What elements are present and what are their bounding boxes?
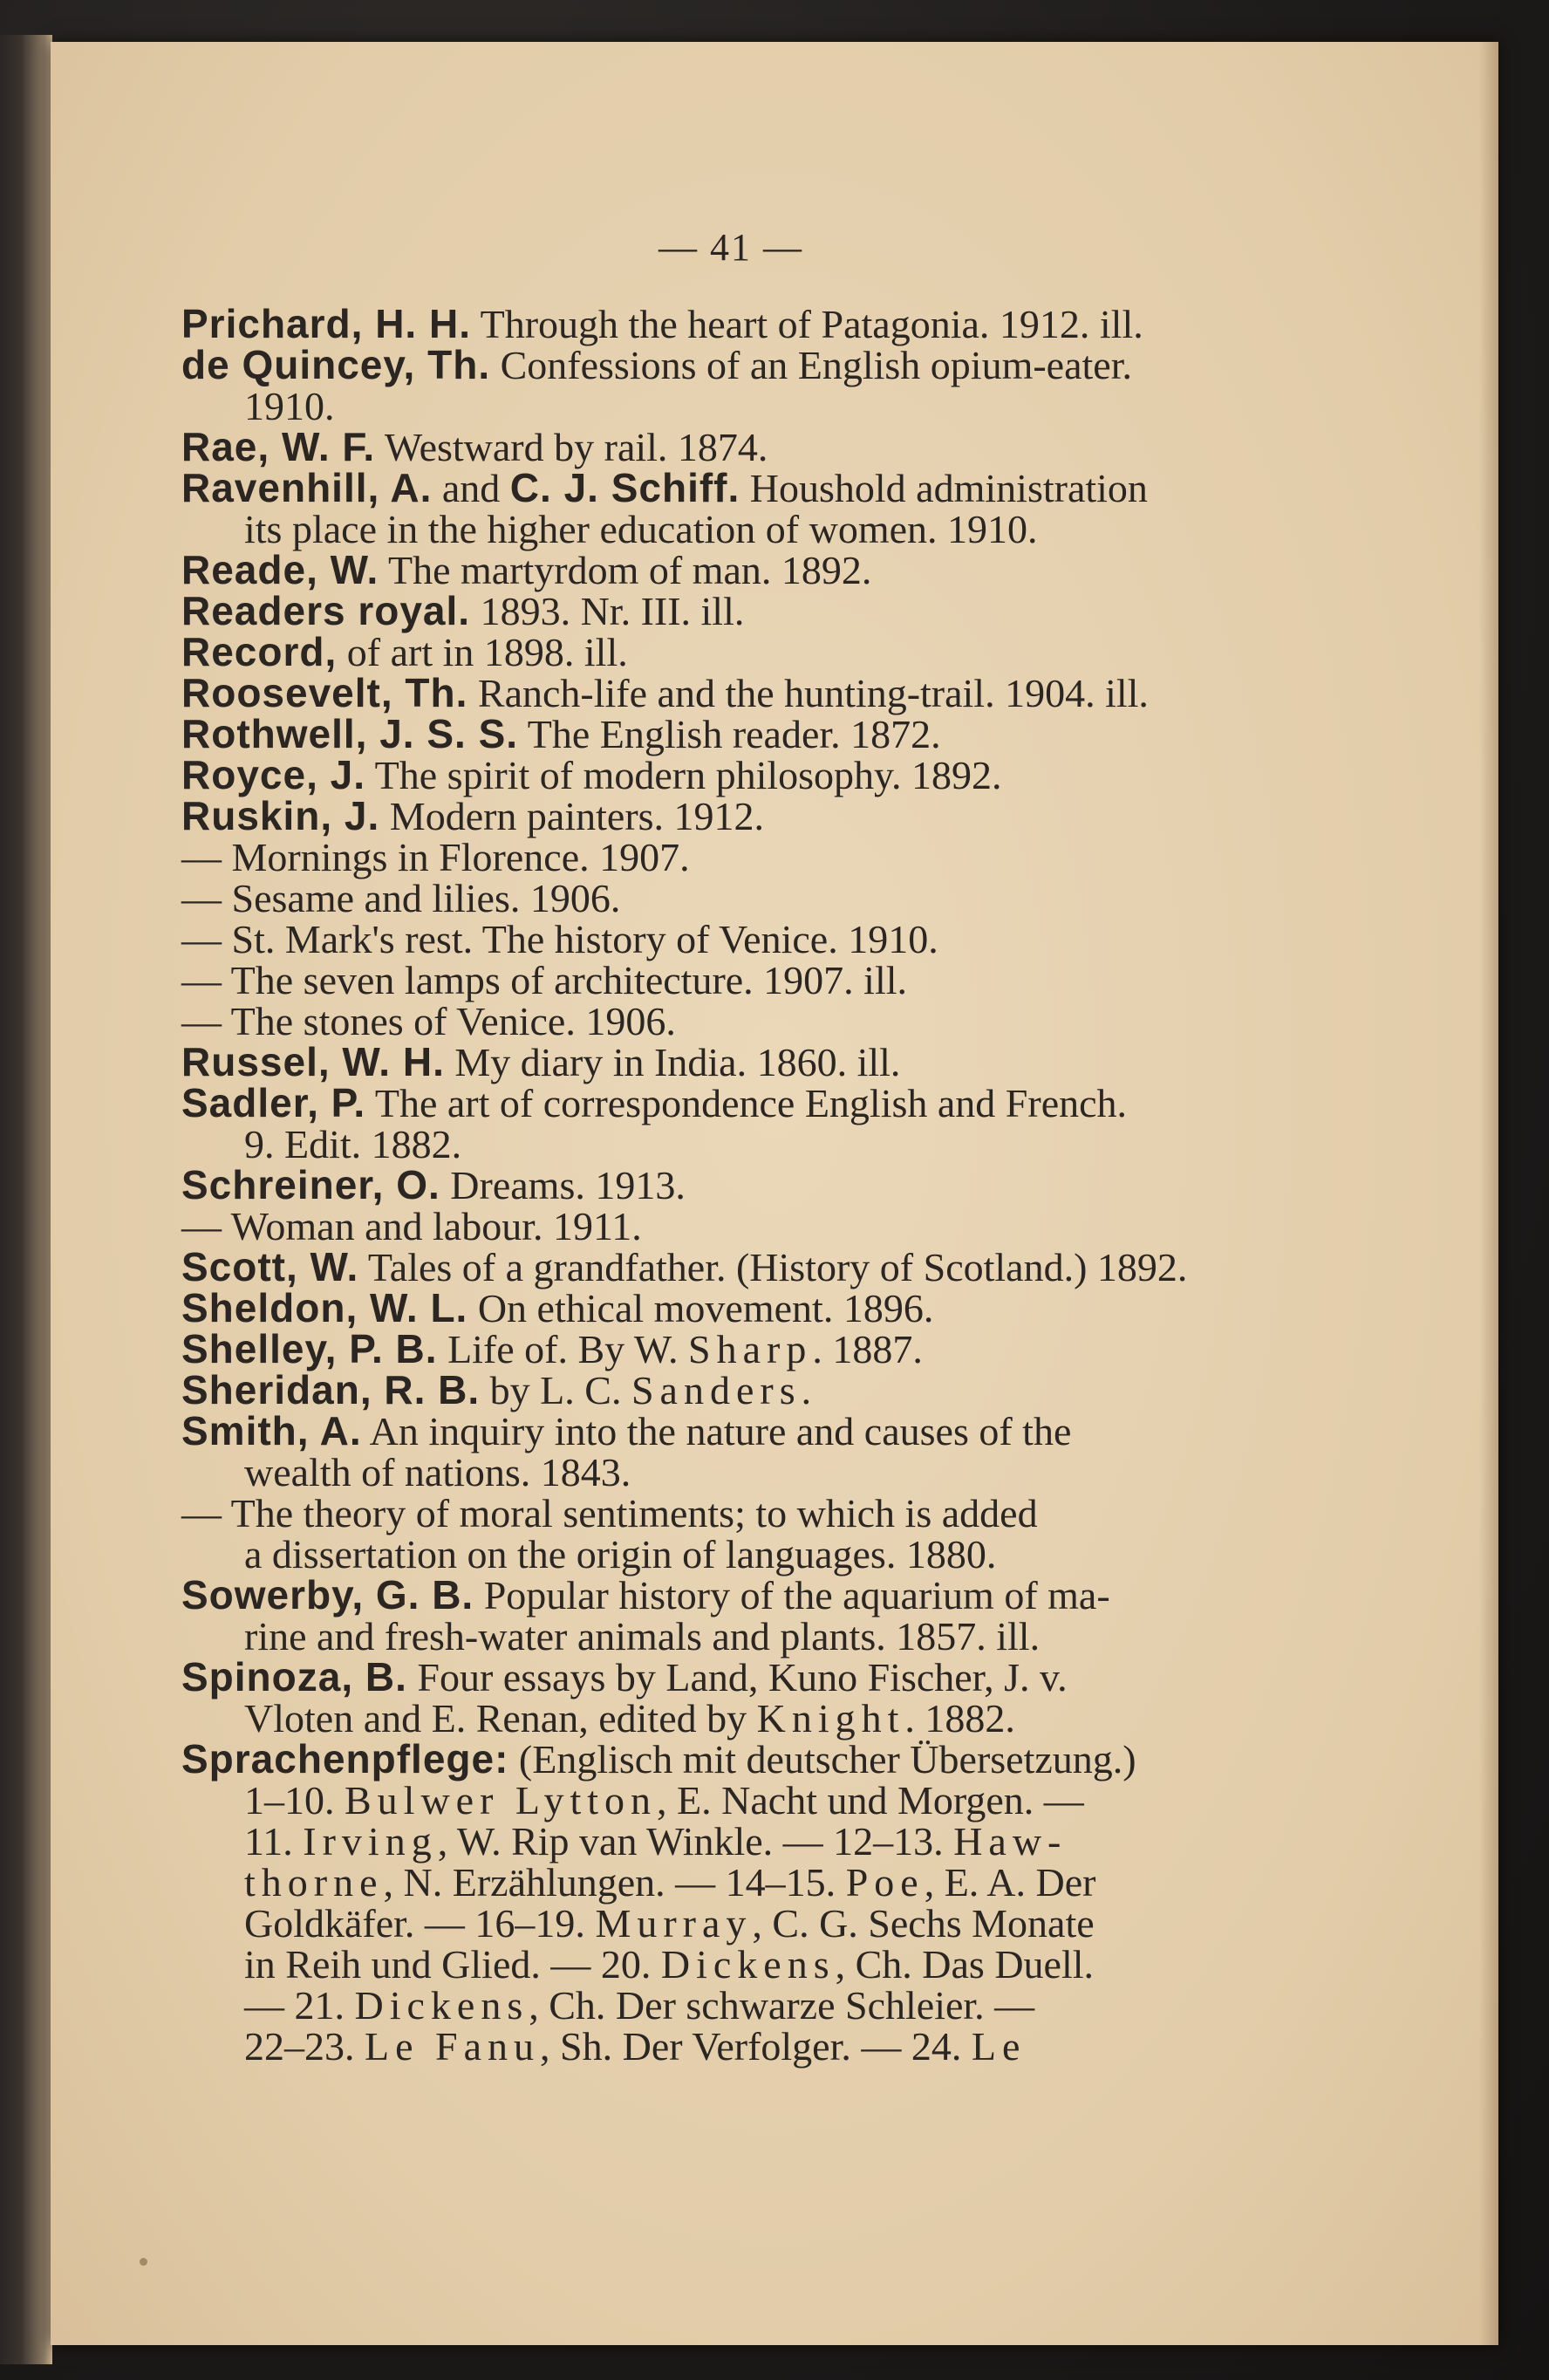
spaced-name: Knight [756,1696,905,1741]
entry-line: Shelley, P. B. Life of. By W. Sharp. 1887. [181,1326,923,1371]
entry-line: 22–23. Le Fanu, Sh. Der Verfolger. — 24. Le [244,2024,1027,2069]
entry-line: Prichard, H. H. Through the heart of Patagonia. 1912. ill. [181,301,1143,346]
entry-line: 9. Edit. 1882. [244,1122,462,1166]
bibliography-entry [181,1080,1359,1166]
bibliography-entry [181,1244,1359,1289]
bibliography-entry [181,793,1359,838]
bibliography-entry [181,1493,1359,1575]
entry-line: Sheldon, W. L. On ethical movement. 1896. [181,1285,934,1330]
entry-line: — The stones of Venice. 1906. [181,999,676,1043]
spaced-name: Sanders [631,1368,802,1412]
entry-line: Roosevelt, Th. Ranch-life and the hunting-trail. 1904. ill. [181,670,1149,715]
entry-line: a dissertation on the origin of languages. 1880. [244,1532,997,1576]
entry-line: — The seven lamps of architecture. 1907. ill. [181,958,908,1002]
bibliography-entry [181,919,1359,960]
entry-line: Sadler, P. The art of correspondence English and French. [181,1080,1128,1125]
author-name: Shelley, P. B. [181,1326,438,1371]
bibliography-entry [181,629,1359,674]
entry-line: Smith, A. An inquiry into the nature and causes of the [181,1408,1072,1453]
entry-line: — St. Mark's rest. The history of Venice. 1910. [181,917,938,961]
spaced-name: Le [971,2024,1027,2069]
author-name: Record, [181,629,338,674]
entry-line: Schreiner, O. Dreams. 1913. [181,1162,686,1207]
bibliography-entry [181,1285,1359,1330]
entry-line: — Mornings in Florence. 1907. [181,835,690,879]
entry-line: Sheridan, R. B. by L. C. Sanders. [181,1367,812,1412]
bibliography-entry [181,752,1359,797]
author-name: Russel, W. H. [181,1039,445,1084]
author-name: C. J. Schiff. [509,465,740,510]
entry-line: wealth of nations. 1843. [244,1450,631,1494]
entry-line: Scott, W. Tales of a grandfather. (History of Scotland.) 1892. [181,1244,1188,1289]
author-name: Sheldon, W. L. [181,1285,468,1330]
bibliography-entry [181,711,1359,756]
author-name: Prichard, H. H. [181,301,471,346]
author-name: Rothwell, J. S. S. [181,711,519,756]
bibliography-entry [181,878,1359,919]
entry-line: de Quincey, Th. Confessions of an English opium-eater. [181,342,1132,387]
entry-line: Rae, W. F. Westward by rail. 1874. [181,424,768,469]
author-name: Scott, W. [181,1244,359,1289]
bibliography-entry [181,837,1359,878]
spaced-name: Bulwer Lytton [345,1778,658,1823]
bibliography-entry [181,670,1359,715]
bibliography-entry [181,1367,1359,1412]
page-edge [1479,42,1498,2345]
entry-line: Royce, J. The spirit of modern philosophy. 1892. [181,752,1002,797]
bibliography-entry [181,465,1359,551]
entry-line: Ravenhill, A. and C. J. Schiff. Houshold administration [181,465,1148,510]
bibliography-entry [181,547,1359,592]
bibliography-entry [181,1572,1359,1658]
spaced-name: Poe [845,1860,925,1905]
bibliography-entry [181,1736,1359,2069]
entry-line: Ruskin, J. Modern painters. 1912. [181,793,765,838]
book-spine [0,35,52,2364]
entry-line: — Woman and labour. 1911. [181,1204,642,1248]
author-name: Sheridan, R. B. [181,1367,481,1412]
author-name: Sowerby, G. B. [181,1572,474,1617]
spaced-name: Dickens [354,1983,529,2028]
book-page [51,42,1498,2345]
entry-line: Vloten and E. Renan, edited by Knight. 1882. [244,1696,1015,1741]
author-name: Ruskin, J. [181,793,380,838]
bibliography-entry [181,424,1359,469]
spaced-name: Haw- [953,1819,1068,1864]
author-name: Sadler, P. [181,1080,366,1125]
author-name: Smith, A. [181,1408,362,1453]
entry-line: Sprachenpflege: (Englisch mit deutscher Übersetzung.) [181,1736,1136,1782]
author-name: Rae, W. F. [181,424,376,469]
entry-line: Sowerby, G. B. Popular history of the aquarium of ma- [181,1572,1110,1617]
author-name: de Quincey, Th. [181,342,491,387]
bibliography-entry [181,342,1359,428]
author-name: Royce, J. [181,752,365,797]
entry-line: — The theory of moral sentiments; to which is added [181,1491,1038,1535]
spaced-name: Le Fanu [365,2024,541,2069]
spaced-name: Sharp [688,1327,813,1371]
author-name: Sprachenpflege: [181,1736,509,1782]
entry-line: — Sesame and lilies. 1906. [181,876,621,920]
entry-line: thorne, N. Erzählungen. — 14–15. Poe, E. A. Der [244,1860,1096,1905]
author-name: Readers royal. [181,588,471,633]
entry-line: Readers royal. 1893. Nr. III. ill. [181,588,745,633]
spaced-name: Murray [595,1901,753,1946]
author-name: Schreiner, O. [181,1162,440,1207]
entry-line: 11. Irving, W. Rip van Winkle. — 12–13. Haw- [244,1819,1068,1864]
page-number: — 41 — [658,226,803,269]
bibliography-entry [181,1654,1359,1741]
entry-line: Reade, W. The martyrdom of man. 1892. [181,547,872,592]
bibliography-entry [181,960,1359,1001]
entry-line: — 21. Dickens, Ch. Der schwarze Schleier. — [244,1983,1035,2028]
entry-line: its place in the higher education of women. 1910. [244,507,1038,551]
entry-line: Spinoza, B. Four essays by Land, Kuno Fischer, J. v. [181,1654,1068,1700]
entry-line: in Reih und Glied. — 20. Dickens, Ch. Das Duell. [244,1942,1095,1987]
entry-line: Russel, W. H. My diary in India. 1860. ill. [181,1039,901,1084]
ink-speck [140,2258,147,2266]
entry-line: Rothwell, J. S. S. The English reader. 1872. [181,711,941,756]
bibliography-entry [181,1162,1359,1207]
bibliography-entry [181,1408,1359,1494]
bibliography-entry [181,301,1359,346]
author-name: Reade, W. [181,547,379,592]
entry-line: 1910. [244,384,335,428]
bibliography-list [181,301,1359,2069]
bibliography-entry [181,588,1359,633]
entry-line: 1–10. Bulwer Lytton, E. Nacht und Morgen. — [244,1778,1084,1823]
spaced-name: thorne [244,1860,384,1905]
bibliography-entry [181,1326,1359,1371]
entry-line: rine and fresh-water animals and plants. 1857. ill. [244,1614,1041,1658]
entry-line: Record, of art in 1898. ill. [181,629,628,674]
author-name: Roosevelt, Th. [181,670,468,715]
spaced-name: Irving [303,1819,438,1864]
author-name: Spinoza, B. [181,1654,407,1700]
bibliography-entry [181,1206,1359,1247]
entry-line: Goldkäfer. — 16–19. Murray, C. G. Sechs Monate [244,1901,1095,1946]
author-name: Ravenhill, A. [181,465,433,510]
spaced-name: Dickens [660,1942,836,1987]
bibliography-entry [181,1001,1359,1042]
bibliography-entry [181,1039,1359,1084]
